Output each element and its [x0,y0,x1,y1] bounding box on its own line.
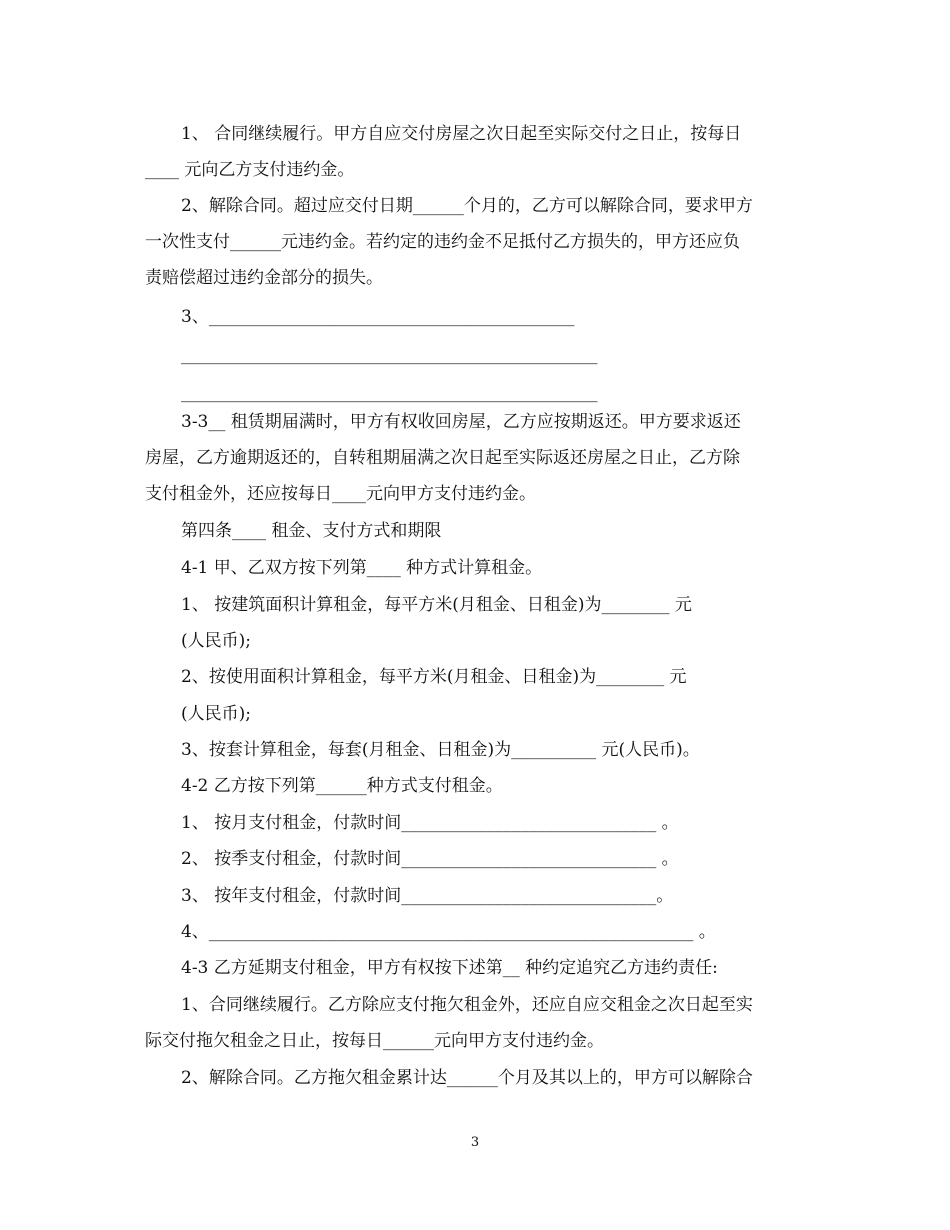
paragraph-line: 3-3__ 租赁期届满时，甲方有权收回房屋，乙方应按期返还。甲方要求返还 [181,412,741,432]
paragraph-line: 责赔偿超过违约金部分的损失。 [145,268,383,288]
paragraph-line: (人民币); [181,704,251,724]
paragraph-line: 1、 合同继续履行。甲方自应交付房屋之次日起至实际交付之日止，按每日 [181,124,742,144]
paragraph-line: _________________________________________________ [181,383,598,403]
paragraph-line: 2、按使用面积计算租金，每平方米(月租金、日租金)为________ 元 [181,667,687,687]
page-number: 3 [470,1135,480,1150]
paragraph-line: (人民币); [181,631,251,651]
paragraph-line: ____ 元向乙方支付违约金。 [145,160,355,180]
paragraph-line: 4-3 乙方延期支付租金，甲方有权按下述第__ 种约定追究乙方违约责任: [181,958,718,978]
paragraph-line: 3、 按年支付租金，付款时间______________________________。 [181,886,674,906]
paragraph-line: 3、按套计算租金，每套(月租金、日租金)为__________ 元(人民币)。 [181,740,700,760]
paragraph-line: 4-1 甲、乙双方按下列第____ 种方式计算租金。 [181,558,543,578]
paragraph-line: 1、合同继续履行。乙方除应支付拖欠租金外，还应自应交租金之次日起至实 [181,995,753,1015]
section-heading: 第四条____ 租金、支付方式和期限 [181,521,442,541]
paragraph-line: 4、_________________________________________________________ 。 [181,922,716,942]
paragraph-line: 4-2 乙方按下列第______种方式支付租金。 [181,776,503,796]
paragraph-line: 房屋，乙方逾期返还的，自转租期届满之次日起至实际返还房屋之日止，乙方除 [145,448,740,468]
paragraph-line: 2、解除合同。乙方拖欠租金累计达______个月及其以上的，甲方可以解除合 [181,1068,753,1088]
paragraph-line: 3、___________________________________________ [181,307,575,327]
paragraph-line: 1、 按月支付租金，付款时间______________________________ 。 [181,813,679,833]
paragraph-line: 一次性支付______元违约金。若约定的违约金不足抵付乙方损失的，甲方还应负 [145,232,740,252]
paragraph-line: 2、解除合同。超过应交付日期______个月的，乙方可以解除合同，要求甲方 [181,196,753,216]
paragraph-line: 际交付拖欠租金之日止，按每日______元向甲方支付违约金。 [145,1031,604,1051]
paragraph-line: 1、 按建筑面积计算租金，每平方米(月租金、日租金)为________ 元 [181,595,692,615]
paragraph-line: 支付租金外，还应按每日____元向甲方支付违约金。 [145,484,536,504]
paragraph-line: 2、 按季支付租金，付款时间______________________________ 。 [181,849,679,869]
paragraph-line: _________________________________________________ [181,345,598,365]
